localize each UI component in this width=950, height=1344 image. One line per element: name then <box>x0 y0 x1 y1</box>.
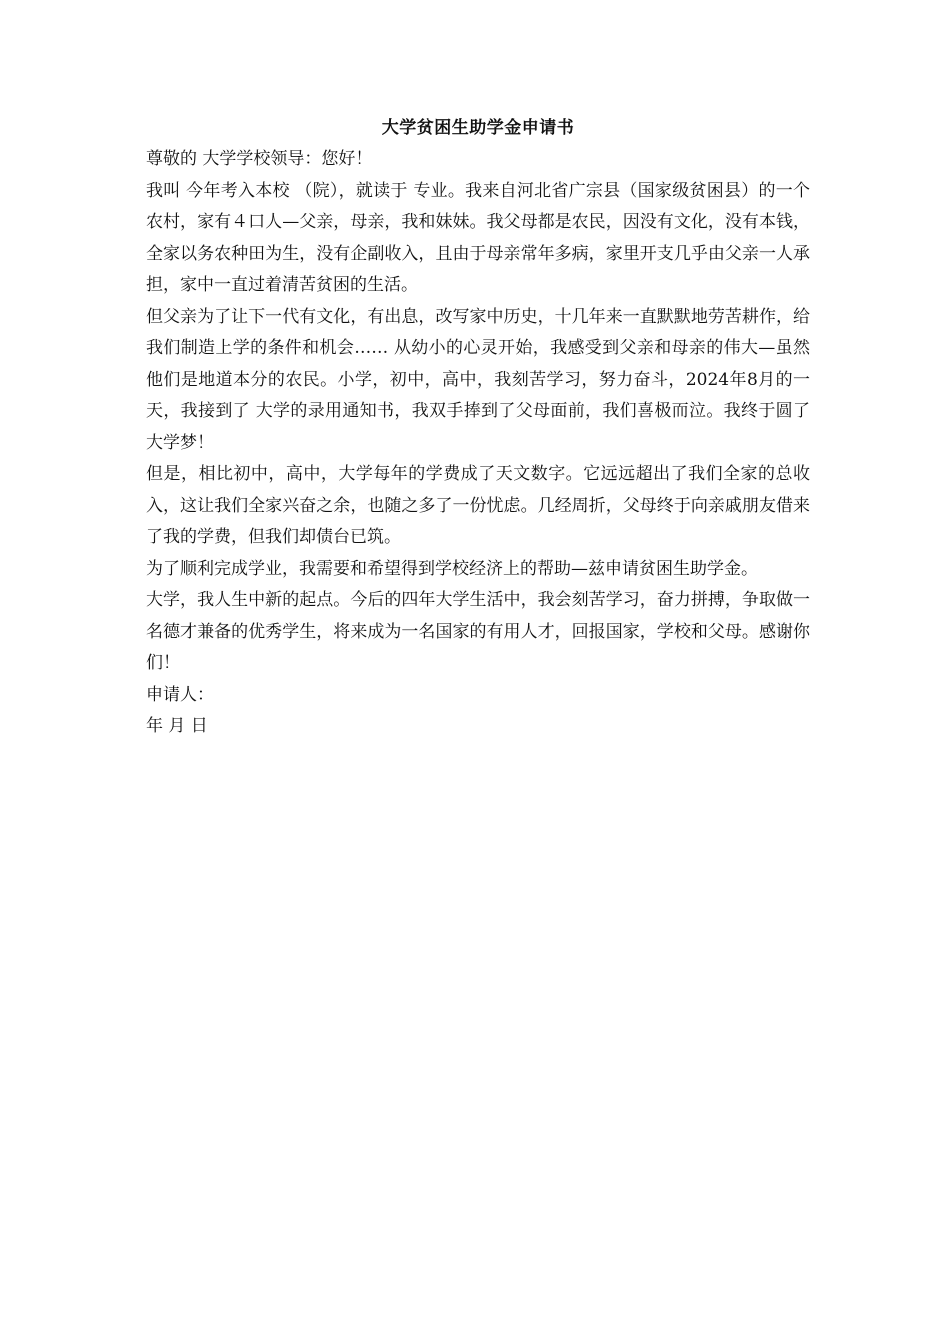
paragraph-application-request: 为了顺利完成学业，我需要和希望得到学校经济上的帮助—兹申请贫困生助学金。 <box>146 558 758 579</box>
document-title: 大学贫困生助学金申请书 <box>381 118 575 138</box>
paragraph-family-background: 我叫 今年考入本校 （院），就读于 专业。我来自河北省广宗县（国家级贫困县）的一个农村，家有４口人—父亲，母亲，我和妹妹。我父母都是农民，因没有文化，没有本钱，全家以务农种田为生，没有企副收入，且由于母亲常年多病，家里开支几乎由父亲一人承担，家中一直过着清苦贫困的生活。 <box>146 180 810 295</box>
date-line: 年 月 日 <box>146 716 208 736</box>
paragraph-future-commitment: 大学，我人生中新的起点。今后的四年大学生活中，我会刻苦学习，奋力拼搏，争取做一名德才兼备的优秀学生，将来成为一名国家的有用人才，回报国家，学校和父母。感谢你们！ <box>146 590 810 673</box>
applicant-signature-line: 申请人： <box>146 684 214 705</box>
greeting-line: 尊敬的 大学学校领导：您好！ <box>146 149 373 169</box>
document-page <box>146 112 810 743</box>
paragraph-father-effort: 但父亲为了让下一代有文化，有出息，改写家中历史，十几年来一直默默地劳苦耕作，给我们制造上学的条件和机会…… 从幼小的心灵开始，我感受到父亲和母亲的伟大—虽然他们是地道本分的农民。小学，初中，高中，我刻苦学习，努力奋斗，2024年8月的一天，我接到了 大学的录用通知书，我双手捧到了父母面前，我们喜极而泣。我终于圆了大学梦！ <box>146 306 810 453</box>
paragraph-tuition-burden: 但是，相比初中，高中，大学每年的学费成了天文数字。它远远超出了我们全家的总收入，这让我们全家兴奋之余，也随之多了一份忧虑。几经周折，父母终于向亲戚朋友借来了我的学费，但我们却债台已筑。 <box>146 464 810 547</box>
